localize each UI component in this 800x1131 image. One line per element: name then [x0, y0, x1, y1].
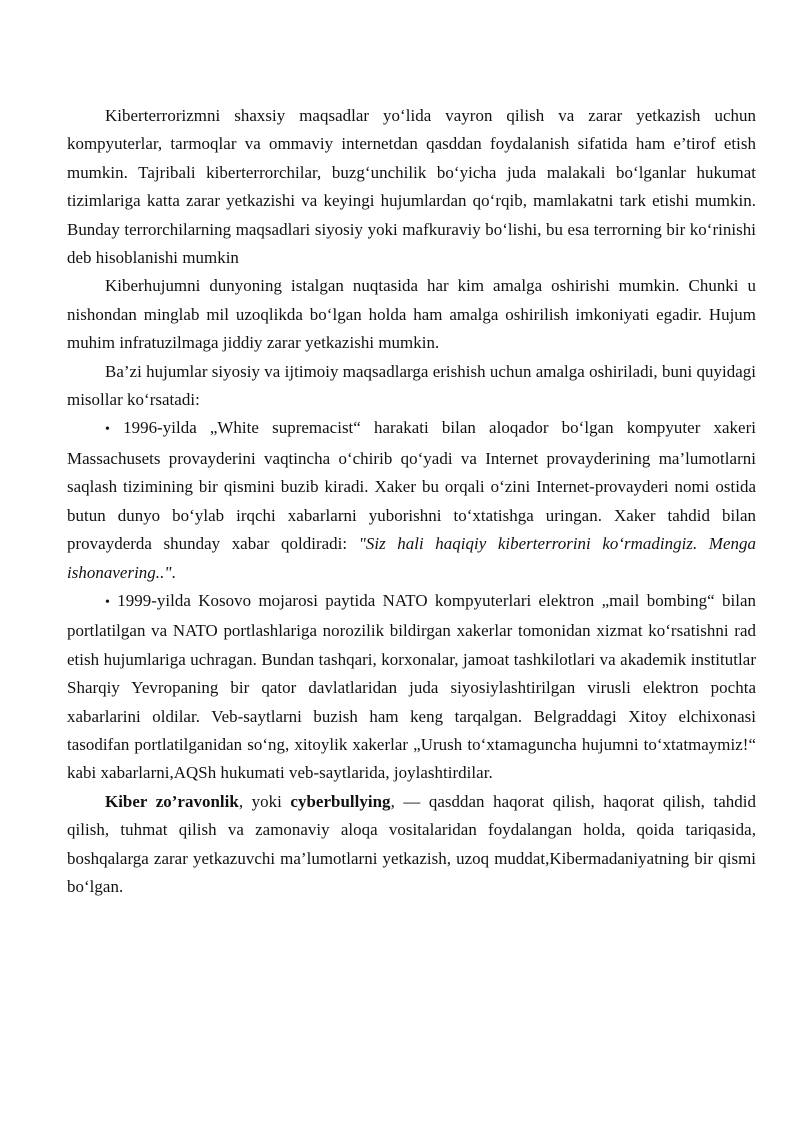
bullet-icon: •	[105, 422, 110, 438]
bullet-1999-text: 1999-yilda Kosovo mojarosi paytida NATO kompyuterlari elektron „mail bombing“ bilan portlatilgan va NATO portlashlariga norozilik bildirgan xakerlar tomonidan xizmat ko‘rsatishni rad etish hujumlariga uchragan. Bundan tashqari, korxonalar, jamoat tashkilotlari va akademik institutlar Sharqiy Yevropaning bir qator davlatlaridan juda siyosiylashtirilgan virusli elektron pochta xabarlarini oldilar. Veb-saytlarni buzish ham keng tarqalgan. Belgraddagi Xitoy elchixonasi tasodifan portlatilganidan so‘ng, xitoylik xakerlar „Urush to‘xtamaguncha hujumni to‘xtatmaymiz!“ kabi xabarlarni,AQSh hukumati veb-saytlarida, joylashtirdilar.	[67, 590, 756, 783]
bullet-1996-end: .	[171, 562, 176, 582]
paragraph-cyberattack-anywhere: Kiberhujumni dunyoning istalgan nuqtasida har kim amalga oshirishi mumkin. Chunki u nishondan minglab mil uzoqlikda bo‘lgan holda ham amalga oshirilish imkoniyati egadir. Hujum muhim infratuzilmaga jiddiy zarar yetkazishi mumkin.	[67, 276, 756, 353]
bullet-item-1999	[67, 587, 756, 788]
paragraph-cyberterrorism-definition: Kiberterrorizmni shaxsiy maqsadlar yo‘lida vayron qilish va zarar yetkazish uchun kompyuterlar, tarmoqlar va ommaviy internetdan qasddan foydalanish sifatida ham e’tirof etish mumkin. Tajribali kiberterrorchilar, buzg‘unchilik bo‘yicha juda malakali bo‘lganlar hukumat tizimlariga katta zarar yetkazishi va keyingi hujumlardan qo‘rqib, mamlakatni tark etishi mumkin. Bunday terrorchilarning maqsadlari siyosiy yoki mafkuraviy bo‘lishi, bu esa terrorning bir ko‘rinishi deb hisoblanishi mumkin	[67, 106, 756, 268]
cyberbullying-definition: , — qasddan haqorat qilish, haqorat qilish, tahdid qilish, tuhmat qilish va zamonaviy aloqa vositalaridan foydalangan holda, qoida tariqasida, boshqalarga zarar yetkazuvchi ma’lumotlarni yetkazish, uzoq muddat,Kibermadaniyatning bir qismi bo‘lgan.	[67, 791, 757, 896]
term-connector: , yoki	[238, 791, 291, 811]
hacker-quote: "Siz hali haqiqiy kiberterrorini ko‘rmadingiz. Menga ishonavering.."	[67, 534, 756, 582]
document-page	[67, 102, 756, 901]
term-cyberbullying: cyberbullying	[290, 791, 391, 811]
paragraph-cyberbullying	[67, 788, 756, 902]
bullet-item-1996	[67, 414, 756, 586]
bullet-icon: •	[105, 594, 110, 610]
paragraph-examples-intro: Ba’zi hujumlar siyosiy va ijtimoiy maqsadlarga erishish uchun amalga oshiriladi, buni quyidagi misollar ko‘rsatadi:	[67, 361, 756, 410]
term-kiber-zoravonlik: Kiber zo’ravonlik	[105, 791, 239, 811]
bullet-1996-text: 1996-yilda „White supremacist“ harakati bilan aloqador bo‘lgan kompyuter xakeri Massachusets provayderini vaqtincha o‘chirib qo‘yadi va Internet provayderining ma’lumotlarni saqlash tizimining bir qismini buzib kiradi. Xaker bu orqali o‘zini Internet-provayderi nomi ostida butun dunyo bo‘ylab irqchi xabarlarni yuborishni to‘xtatishga uringan. Xaker tahdid bilan provayderda shunday xabar qoldiradi:	[67, 418, 756, 554]
